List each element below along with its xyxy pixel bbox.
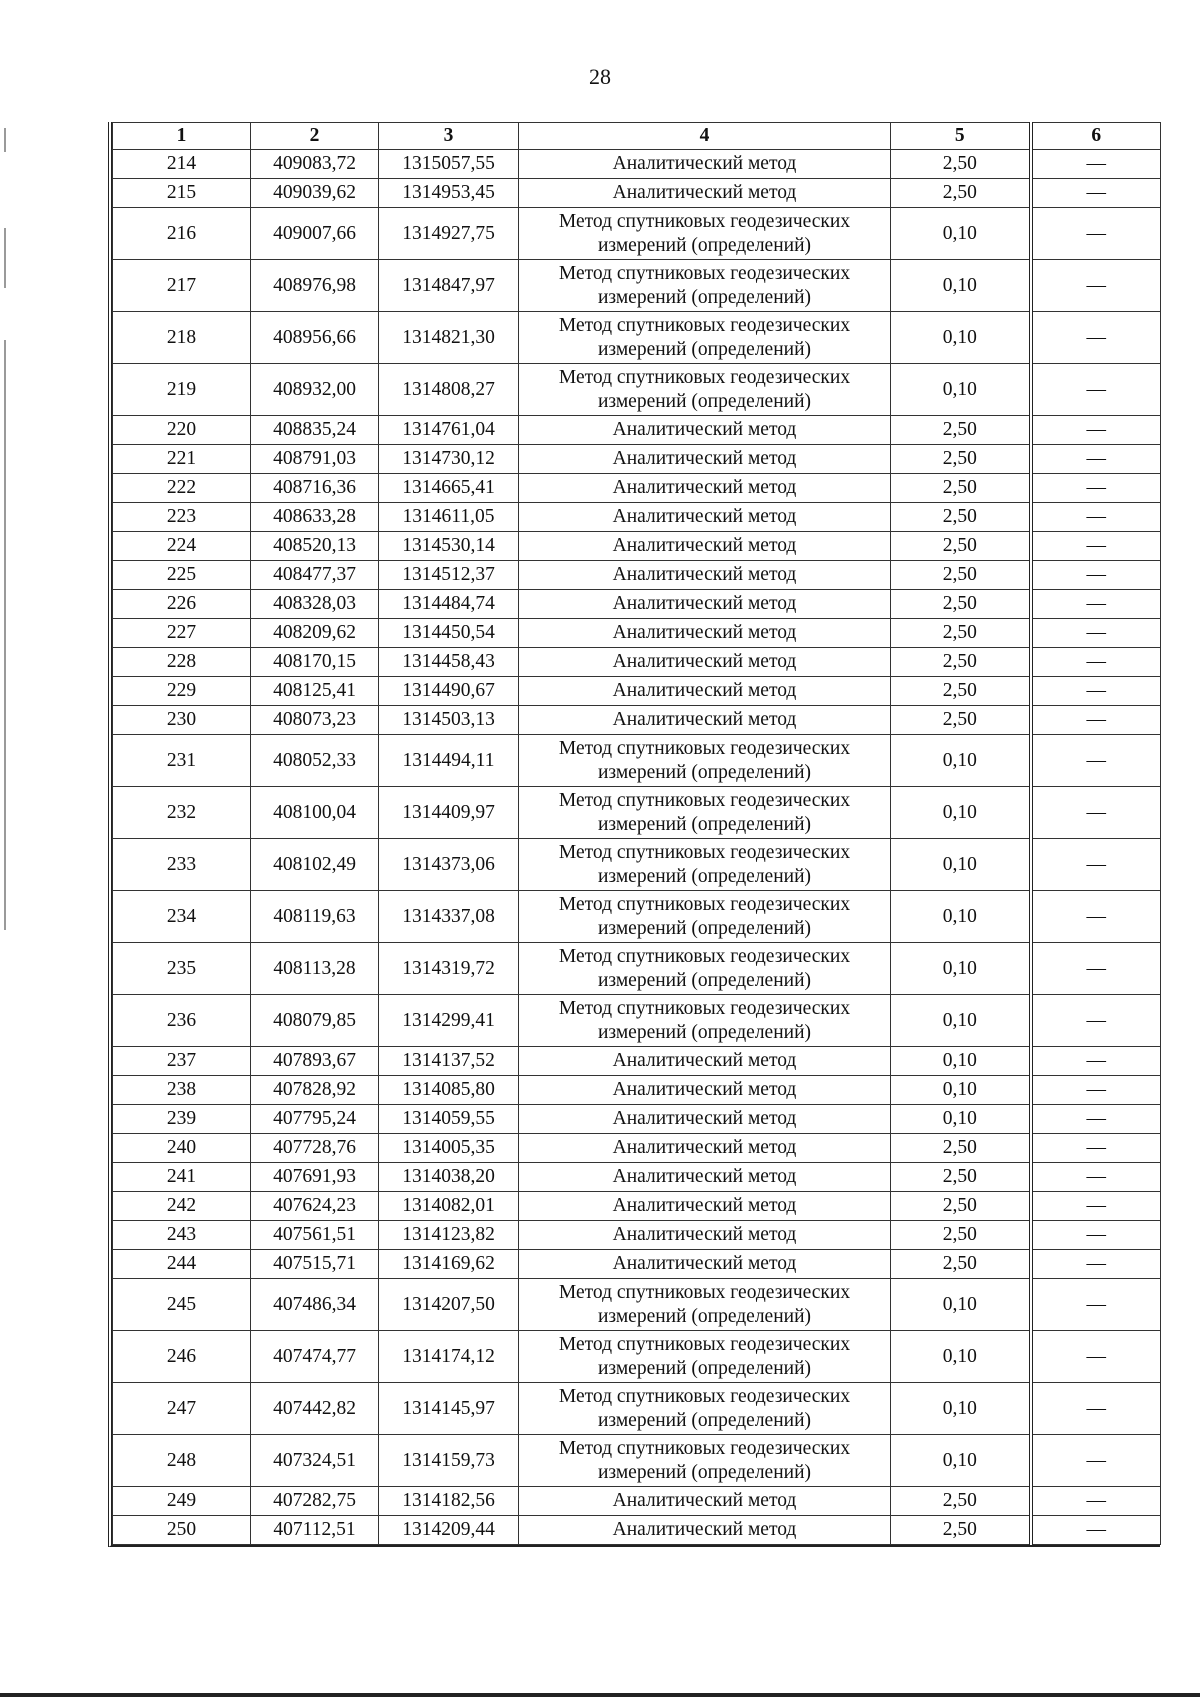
method-cell: Аналитический метод	[519, 1192, 891, 1221]
accuracy-cell: 2,50	[891, 590, 1031, 619]
y-coordinate-cell: 1314530,14	[379, 532, 519, 561]
method-cell: Аналитический метод	[519, 1134, 891, 1163]
accuracy-cell: 2,50	[891, 179, 1031, 208]
accuracy-cell: 2,50	[891, 474, 1031, 503]
note-cell: —	[1031, 1047, 1161, 1076]
x-coordinate-cell: 408100,04	[251, 787, 379, 839]
method-cell: Метод спутниковых геодезических измерений (определений)	[519, 1279, 891, 1331]
x-coordinate-cell: 408956,66	[251, 312, 379, 364]
note-cell: —	[1031, 1163, 1161, 1192]
y-coordinate-cell: 1314409,97	[379, 787, 519, 839]
y-coordinate-cell: 1314337,08	[379, 891, 519, 943]
method-cell: Аналитический метод	[519, 474, 891, 503]
method-cell: Метод спутниковых геодезических измерений (определений)	[519, 312, 891, 364]
y-coordinate-cell: 1314082,01	[379, 1192, 519, 1221]
accuracy-cell: 2,50	[891, 1134, 1031, 1163]
point-number-cell: 248	[113, 1435, 251, 1487]
note-cell: —	[1031, 474, 1161, 503]
y-coordinate-cell: 1314299,41	[379, 995, 519, 1047]
accuracy-cell: 0,10	[891, 312, 1031, 364]
method-cell: Метод спутниковых геодезических измерений (определений)	[519, 995, 891, 1047]
y-coordinate-cell: 1314512,37	[379, 561, 519, 590]
scan-margin-mark	[4, 128, 6, 152]
x-coordinate-cell: 407442,82	[251, 1383, 379, 1435]
point-number-cell: 235	[113, 943, 251, 995]
x-coordinate-cell: 407112,51	[251, 1516, 379, 1545]
note-cell: —	[1031, 1516, 1161, 1545]
y-coordinate-cell: 1314169,62	[379, 1250, 519, 1279]
y-coordinate-cell: 1314159,73	[379, 1435, 519, 1487]
table-row	[113, 1279, 1161, 1331]
point-number-cell: 245	[113, 1279, 251, 1331]
column-header: 1	[113, 123, 251, 150]
x-coordinate-cell: 407324,51	[251, 1435, 379, 1487]
note-cell: —	[1031, 364, 1161, 416]
note-cell: —	[1031, 1250, 1161, 1279]
x-coordinate-cell: 408835,24	[251, 416, 379, 445]
accuracy-cell: 2,50	[891, 1192, 1031, 1221]
y-coordinate-cell: 1314174,12	[379, 1331, 519, 1383]
method-cell: Аналитический метод	[519, 619, 891, 648]
x-coordinate-cell: 407728,76	[251, 1134, 379, 1163]
accuracy-cell: 0,10	[891, 1105, 1031, 1134]
point-number-cell: 239	[113, 1105, 251, 1134]
column-header: 2	[251, 123, 379, 150]
note-cell: —	[1031, 619, 1161, 648]
x-coordinate-cell: 407561,51	[251, 1221, 379, 1250]
accuracy-cell: 2,50	[891, 1487, 1031, 1516]
note-cell: —	[1031, 1383, 1161, 1435]
table-row	[113, 150, 1161, 179]
table-row	[113, 1076, 1161, 1105]
point-number-cell: 237	[113, 1047, 251, 1076]
x-coordinate-cell: 407486,34	[251, 1279, 379, 1331]
method-cell: Аналитический метод	[519, 1516, 891, 1545]
coordinates-table	[112, 122, 1161, 1545]
y-coordinate-cell: 1314821,30	[379, 312, 519, 364]
accuracy-cell: 0,10	[891, 735, 1031, 787]
x-coordinate-cell: 409007,66	[251, 208, 379, 260]
note-cell: —	[1031, 503, 1161, 532]
accuracy-cell: 2,50	[891, 503, 1031, 532]
note-cell: —	[1031, 179, 1161, 208]
y-coordinate-cell: 1314927,75	[379, 208, 519, 260]
table-row	[113, 474, 1161, 503]
table-row	[113, 735, 1161, 787]
accuracy-cell: 2,50	[891, 1221, 1031, 1250]
method-cell: Метод спутниковых геодезических измерений (определений)	[519, 891, 891, 943]
table-row	[113, 260, 1161, 312]
table-row	[113, 208, 1161, 260]
column-header: 3	[379, 123, 519, 150]
scan-bottom-edge	[0, 1693, 1200, 1697]
method-cell: Метод спутниковых геодезических измерений (определений)	[519, 260, 891, 312]
y-coordinate-cell: 1315057,55	[379, 150, 519, 179]
note-cell: —	[1031, 312, 1161, 364]
x-coordinate-cell: 407691,93	[251, 1163, 379, 1192]
coordinates-table-frame	[108, 122, 1160, 1547]
x-coordinate-cell: 407474,77	[251, 1331, 379, 1383]
table-row	[113, 503, 1161, 532]
x-coordinate-cell: 408125,41	[251, 677, 379, 706]
scan-margin-mark	[4, 340, 6, 930]
point-number-cell: 243	[113, 1221, 251, 1250]
point-number-cell: 241	[113, 1163, 251, 1192]
point-number-cell: 228	[113, 648, 251, 677]
y-coordinate-cell: 1314450,54	[379, 619, 519, 648]
note-cell: —	[1031, 1105, 1161, 1134]
accuracy-cell: 0,10	[891, 1331, 1031, 1383]
accuracy-cell: 0,10	[891, 1076, 1031, 1105]
accuracy-cell: 2,50	[891, 416, 1031, 445]
point-number-cell: 234	[113, 891, 251, 943]
x-coordinate-cell: 407515,71	[251, 1250, 379, 1279]
column-header: 5	[891, 123, 1031, 150]
x-coordinate-cell: 408113,28	[251, 943, 379, 995]
method-cell: Аналитический метод	[519, 648, 891, 677]
method-cell: Аналитический метод	[519, 445, 891, 474]
y-coordinate-cell: 1314209,44	[379, 1516, 519, 1545]
y-coordinate-cell: 1314182,56	[379, 1487, 519, 1516]
point-number-cell: 217	[113, 260, 251, 312]
accuracy-cell: 0,10	[891, 260, 1031, 312]
table-row	[113, 561, 1161, 590]
note-cell: —	[1031, 590, 1161, 619]
x-coordinate-cell: 407795,24	[251, 1105, 379, 1134]
accuracy-cell: 2,50	[891, 150, 1031, 179]
y-coordinate-cell: 1314123,82	[379, 1221, 519, 1250]
note-cell: —	[1031, 1134, 1161, 1163]
note-cell: —	[1031, 995, 1161, 1047]
accuracy-cell: 0,10	[891, 208, 1031, 260]
method-cell: Аналитический метод	[519, 1250, 891, 1279]
y-coordinate-cell: 1314761,04	[379, 416, 519, 445]
x-coordinate-cell: 408716,36	[251, 474, 379, 503]
point-number-cell: 216	[113, 208, 251, 260]
x-coordinate-cell: 409083,72	[251, 150, 379, 179]
method-cell: Аналитический метод	[519, 1047, 891, 1076]
method-cell: Метод спутниковых геодезических измерений (определений)	[519, 1435, 891, 1487]
point-number-cell: 233	[113, 839, 251, 891]
note-cell: —	[1031, 648, 1161, 677]
x-coordinate-cell: 407828,92	[251, 1076, 379, 1105]
y-coordinate-cell: 1314665,41	[379, 474, 519, 503]
table-row	[113, 677, 1161, 706]
point-number-cell: 214	[113, 150, 251, 179]
method-cell: Аналитический метод	[519, 1487, 891, 1516]
method-cell: Метод спутниковых геодезических измерений (определений)	[519, 735, 891, 787]
x-coordinate-cell: 408976,98	[251, 260, 379, 312]
note-cell: —	[1031, 1331, 1161, 1383]
x-coordinate-cell: 408079,85	[251, 995, 379, 1047]
x-coordinate-cell: 407624,23	[251, 1192, 379, 1221]
accuracy-cell: 2,50	[891, 1250, 1031, 1279]
accuracy-cell: 0,10	[891, 995, 1031, 1047]
accuracy-cell: 2,50	[891, 648, 1031, 677]
table-row	[113, 1105, 1161, 1134]
accuracy-cell: 2,50	[891, 1163, 1031, 1192]
point-number-cell: 225	[113, 561, 251, 590]
point-number-cell: 240	[113, 1134, 251, 1163]
accuracy-cell: 0,10	[891, 787, 1031, 839]
x-coordinate-cell: 408477,37	[251, 561, 379, 590]
y-coordinate-cell: 1314490,67	[379, 677, 519, 706]
y-coordinate-cell: 1314484,74	[379, 590, 519, 619]
y-coordinate-cell: 1314373,06	[379, 839, 519, 891]
table-row	[113, 1250, 1161, 1279]
note-cell: —	[1031, 561, 1161, 590]
page-number: 28	[589, 64, 611, 89]
table-row	[113, 1221, 1161, 1250]
note-cell: —	[1031, 445, 1161, 474]
x-coordinate-cell: 408520,13	[251, 532, 379, 561]
method-cell: Аналитический метод	[519, 179, 891, 208]
x-coordinate-cell: 408119,63	[251, 891, 379, 943]
y-coordinate-cell: 1314808,27	[379, 364, 519, 416]
y-coordinate-cell: 1314458,43	[379, 648, 519, 677]
point-number-cell: 249	[113, 1487, 251, 1516]
note-cell: —	[1031, 891, 1161, 943]
point-number-cell: 230	[113, 706, 251, 735]
x-coordinate-cell: 408052,33	[251, 735, 379, 787]
table-row	[113, 648, 1161, 677]
y-coordinate-cell: 1314207,50	[379, 1279, 519, 1331]
y-coordinate-cell: 1314953,45	[379, 179, 519, 208]
note-cell: —	[1031, 1279, 1161, 1331]
accuracy-cell: 2,50	[891, 561, 1031, 590]
y-coordinate-cell: 1314611,05	[379, 503, 519, 532]
table-header-row	[113, 123, 1161, 150]
note-cell: —	[1031, 208, 1161, 260]
table-row	[113, 1383, 1161, 1435]
y-coordinate-cell: 1314847,97	[379, 260, 519, 312]
accuracy-cell: 0,10	[891, 1435, 1031, 1487]
point-number-cell: 226	[113, 590, 251, 619]
x-coordinate-cell: 408328,03	[251, 590, 379, 619]
point-number-cell: 246	[113, 1331, 251, 1383]
point-number-cell: 222	[113, 474, 251, 503]
table-row	[113, 1516, 1161, 1545]
table-row	[113, 839, 1161, 891]
method-cell: Метод спутниковых геодезических измерений (определений)	[519, 1383, 891, 1435]
accuracy-cell: 2,50	[891, 706, 1031, 735]
method-cell: Метод спутниковых геодезических измерений (определений)	[519, 208, 891, 260]
note-cell: —	[1031, 787, 1161, 839]
table-row	[113, 1487, 1161, 1516]
point-number-cell: 232	[113, 787, 251, 839]
table-row	[113, 1047, 1161, 1076]
table-row	[113, 891, 1161, 943]
table-row	[113, 590, 1161, 619]
table-row	[113, 312, 1161, 364]
table-row	[113, 706, 1161, 735]
x-coordinate-cell: 408170,15	[251, 648, 379, 677]
point-number-cell: 238	[113, 1076, 251, 1105]
table-row	[113, 179, 1161, 208]
note-cell: —	[1031, 1487, 1161, 1516]
table-row	[113, 1192, 1161, 1221]
note-cell: —	[1031, 839, 1161, 891]
note-cell: —	[1031, 706, 1161, 735]
method-cell: Метод спутниковых геодезических измерений (определений)	[519, 787, 891, 839]
table-row	[113, 1134, 1161, 1163]
method-cell: Аналитический метод	[519, 1163, 891, 1192]
point-number-cell: 221	[113, 445, 251, 474]
method-cell: Аналитический метод	[519, 150, 891, 179]
table-row	[113, 619, 1161, 648]
method-cell: Аналитический метод	[519, 677, 891, 706]
point-number-cell: 236	[113, 995, 251, 1047]
point-number-cell: 229	[113, 677, 251, 706]
y-coordinate-cell: 1314005,35	[379, 1134, 519, 1163]
x-coordinate-cell: 408633,28	[251, 503, 379, 532]
table-row	[113, 416, 1161, 445]
table-row	[113, 445, 1161, 474]
accuracy-cell: 2,50	[891, 1516, 1031, 1545]
scan-margin-mark	[4, 228, 6, 288]
method-cell: Метод спутниковых геодезических измерений (определений)	[519, 1331, 891, 1383]
x-coordinate-cell: 407893,67	[251, 1047, 379, 1076]
note-cell: —	[1031, 1076, 1161, 1105]
method-cell: Аналитический метод	[519, 532, 891, 561]
method-cell: Аналитический метод	[519, 503, 891, 532]
method-cell: Метод спутниковых геодезических измерений (определений)	[519, 364, 891, 416]
accuracy-cell: 0,10	[891, 943, 1031, 995]
table-row	[113, 943, 1161, 995]
point-number-cell: 223	[113, 503, 251, 532]
x-coordinate-cell: 408791,03	[251, 445, 379, 474]
column-header: 4	[519, 123, 891, 150]
method-cell: Аналитический метод	[519, 416, 891, 445]
method-cell: Аналитический метод	[519, 1076, 891, 1105]
y-coordinate-cell: 1314319,72	[379, 943, 519, 995]
accuracy-cell: 0,10	[891, 839, 1031, 891]
point-number-cell: 231	[113, 735, 251, 787]
y-coordinate-cell: 1314730,12	[379, 445, 519, 474]
x-coordinate-cell: 408932,00	[251, 364, 379, 416]
method-cell: Аналитический метод	[519, 590, 891, 619]
point-number-cell: 219	[113, 364, 251, 416]
point-number-cell: 218	[113, 312, 251, 364]
method-cell: Метод спутниковых геодезических измерений (определений)	[519, 839, 891, 891]
accuracy-cell: 2,50	[891, 532, 1031, 561]
point-number-cell: 244	[113, 1250, 251, 1279]
table-row	[113, 787, 1161, 839]
column-header: 6	[1031, 123, 1161, 150]
x-coordinate-cell: 408102,49	[251, 839, 379, 891]
x-coordinate-cell: 409039,62	[251, 179, 379, 208]
accuracy-cell: 0,10	[891, 1383, 1031, 1435]
note-cell: —	[1031, 677, 1161, 706]
method-cell: Метод спутниковых геодезических измерений (определений)	[519, 943, 891, 995]
y-coordinate-cell: 1314085,80	[379, 1076, 519, 1105]
y-coordinate-cell: 1314137,52	[379, 1047, 519, 1076]
point-number-cell: 220	[113, 416, 251, 445]
table-row	[113, 364, 1161, 416]
note-cell: —	[1031, 150, 1161, 179]
note-cell: —	[1031, 260, 1161, 312]
point-number-cell: 242	[113, 1192, 251, 1221]
table-row	[113, 1163, 1161, 1192]
point-number-cell: 250	[113, 1516, 251, 1545]
point-number-cell: 247	[113, 1383, 251, 1435]
table-row	[113, 1435, 1161, 1487]
y-coordinate-cell: 1314038,20	[379, 1163, 519, 1192]
x-coordinate-cell: 408073,23	[251, 706, 379, 735]
note-cell: —	[1031, 1192, 1161, 1221]
method-cell: Аналитический метод	[519, 706, 891, 735]
note-cell: —	[1031, 1435, 1161, 1487]
accuracy-cell: 0,10	[891, 1279, 1031, 1331]
point-number-cell: 224	[113, 532, 251, 561]
note-cell: —	[1031, 943, 1161, 995]
point-number-cell: 215	[113, 179, 251, 208]
y-coordinate-cell: 1314503,13	[379, 706, 519, 735]
point-number-cell: 227	[113, 619, 251, 648]
note-cell: —	[1031, 735, 1161, 787]
y-coordinate-cell: 1314145,97	[379, 1383, 519, 1435]
method-cell: Аналитический метод	[519, 1105, 891, 1134]
method-cell: Аналитический метод	[519, 561, 891, 590]
y-coordinate-cell: 1314059,55	[379, 1105, 519, 1134]
table-row	[113, 995, 1161, 1047]
y-coordinate-cell: 1314494,11	[379, 735, 519, 787]
table-row	[113, 1331, 1161, 1383]
accuracy-cell: 2,50	[891, 619, 1031, 648]
x-coordinate-cell: 408209,62	[251, 619, 379, 648]
accuracy-cell: 2,50	[891, 677, 1031, 706]
accuracy-cell: 0,10	[891, 891, 1031, 943]
table-row	[113, 532, 1161, 561]
x-coordinate-cell: 407282,75	[251, 1487, 379, 1516]
note-cell: —	[1031, 532, 1161, 561]
accuracy-cell: 0,10	[891, 1047, 1031, 1076]
note-cell: —	[1031, 416, 1161, 445]
note-cell: —	[1031, 1221, 1161, 1250]
accuracy-cell: 2,50	[891, 445, 1031, 474]
method-cell: Аналитический метод	[519, 1221, 891, 1250]
accuracy-cell: 0,10	[891, 364, 1031, 416]
